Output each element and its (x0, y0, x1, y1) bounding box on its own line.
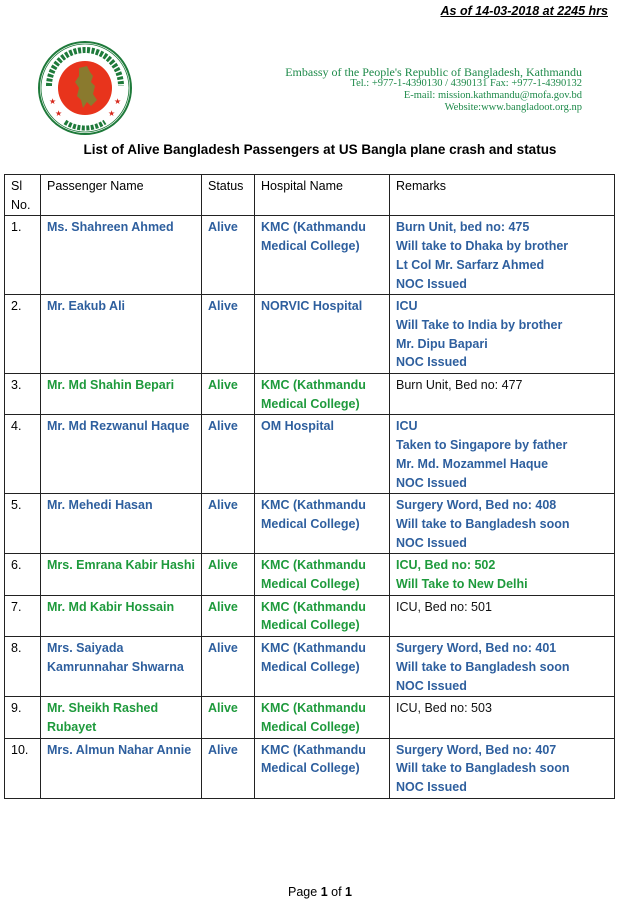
remark-line: Will take to Bangladesh soon (396, 761, 570, 776)
remark-line: Will take to Dhaka by brother (396, 239, 569, 254)
table-body (5, 216, 615, 798)
status-cell: Alive (202, 374, 255, 415)
remark-line: ICU (396, 299, 418, 314)
remark-line: Will take to Bangladesh soon (396, 516, 570, 531)
table-row (5, 554, 615, 595)
footer-total-pages: 1 (345, 885, 352, 899)
embassy-website: Website:www.bangladoot.org.np (444, 102, 582, 113)
remark-line: NOC Issued (396, 475, 467, 490)
remark-line: ICU, Bed no: 502 (396, 558, 496, 573)
passenger-name-cell: Ms. Shahreen Ahmed (41, 216, 202, 295)
hospital-cell: KMC (Kathmandu Medical College) (255, 738, 390, 798)
table-row (5, 738, 615, 798)
hospital-cell: KMC (Kathmandu Medical College) (255, 216, 390, 295)
footer-of: of (327, 885, 346, 899)
passenger-name-cell: Mr. Md Kabir Hossain (41, 595, 202, 636)
passenger-name-cell: Mr. Md Rezwanul Haque (41, 415, 202, 494)
status-cell: Alive (202, 295, 255, 374)
sl-cell: 7. (5, 595, 41, 636)
svg-text:★: ★ (55, 109, 63, 118)
header-sl-no-label: Sl No. (11, 179, 31, 212)
status-cell: Alive (202, 216, 255, 295)
passenger-name-cell: Mr. Eakub Ali (41, 295, 202, 374)
remarks-cell (390, 637, 615, 697)
passenger-name-cell: Mr. Md Shahin Bepari (41, 374, 202, 415)
table-row (5, 595, 615, 636)
svg-text:★: ★ (49, 97, 57, 106)
as-of-timestamp: As of 14-03-2018 at 2245 hrs (440, 4, 608, 18)
status-cell: Alive (202, 637, 255, 697)
header-status: Status (202, 175, 255, 216)
table-row (5, 697, 615, 738)
remark-line: ICU, Bed no: 503 (396, 701, 492, 716)
remark-line: NOC Issued (396, 780, 467, 795)
status-cell: Alive (202, 595, 255, 636)
remarks-cell (390, 554, 615, 595)
sl-cell: 2. (5, 295, 41, 374)
sl-cell: 9. (5, 697, 41, 738)
status-cell: Alive (202, 494, 255, 554)
remark-line: Surgery Word, Bed no: 407 (396, 742, 557, 757)
hospital-cell: KMC (Kathmandu Medical College) (255, 554, 390, 595)
remark-line: Will take to Bangladesh soon (396, 659, 570, 674)
status-cell: Alive (202, 415, 255, 494)
remark-line: Lt Col Mr. Sarfarz Ahmed (396, 257, 545, 272)
remark-line: Mr. Md. Mozammel Haque (396, 456, 549, 471)
remark-line: Surgery Word, Bed no: 401 (396, 641, 557, 656)
passenger-name-cell: Mrs. Almun Nahar Annie (41, 738, 202, 798)
document-title: List of Alive Bangladesh Passengers at US Bangla plane crash and status (83, 142, 557, 157)
remarks-cell (390, 415, 615, 494)
status-cell: Alive (202, 738, 255, 798)
sl-cell: 1. (5, 216, 41, 295)
table-row (5, 415, 615, 494)
passenger-name-cell: Mr. Mehedi Hasan (41, 494, 202, 554)
remark-line: Burn Unit, Bed no: 477 (396, 378, 523, 393)
sl-cell: 6. (5, 554, 41, 595)
table-row (5, 637, 615, 697)
table-row (5, 216, 615, 295)
sl-cell: 4. (5, 415, 41, 494)
sl-cell: 5. (5, 494, 41, 554)
page-footer (0, 885, 640, 899)
remarks-cell (390, 697, 615, 738)
remark-line: Surgery Word, Bed no: 408 (396, 498, 557, 513)
hospital-cell: OM Hospital (255, 415, 390, 494)
remarks-cell (390, 295, 615, 374)
status-cell: Alive (202, 554, 255, 595)
hospital-cell: NORVIC Hospital (255, 295, 390, 374)
sl-cell: 10. (5, 738, 41, 798)
remarks-cell (390, 494, 615, 554)
header-remarks: Remarks (390, 175, 615, 216)
hospital-cell: KMC (Kathmandu Medical College) (255, 697, 390, 738)
header-hospital-name: Hospital Name (255, 175, 390, 216)
remarks-cell (390, 738, 615, 798)
svg-text:★: ★ (114, 97, 122, 106)
remark-line: Will Take to New Delhi (396, 577, 528, 592)
remark-line: Will Take to India by brother (396, 317, 563, 332)
table-row (5, 374, 615, 415)
header-sl-no (5, 175, 41, 216)
passenger-name-cell: Mrs. Emrana Kabir Hashi (41, 554, 202, 595)
passenger-status-table (4, 174, 615, 799)
remarks-cell (390, 374, 615, 415)
remark-line: NOC Issued (396, 355, 467, 370)
remark-line: NOC Issued (396, 276, 467, 291)
sl-cell: 8. (5, 637, 41, 697)
passenger-name-cell: Mrs. Saiyada Kamrunnahar Shwarna (41, 637, 202, 697)
embassy-email: E-mail: mission.kathmandu@mofa.gov.bd (403, 90, 582, 101)
hospital-cell: KMC (Kathmandu Medical College) (255, 637, 390, 697)
hospital-cell: KMC (Kathmandu Medical College) (255, 494, 390, 554)
remark-line: NOC Issued (396, 535, 467, 550)
table-header-row (5, 175, 615, 216)
footer-prefix: Page (288, 885, 321, 899)
remark-line: ICU, Bed no: 501 (396, 599, 492, 614)
remarks-cell (390, 595, 615, 636)
sl-cell: 3. (5, 374, 41, 415)
government-seal-logo (35, 38, 135, 138)
footer-current-page: 1 (320, 885, 328, 899)
remarks-cell (390, 216, 615, 295)
embassy-letterhead (285, 66, 582, 114)
remark-line: Burn Unit, bed no: 475 (396, 220, 530, 235)
embassy-name: Embassy of the People's Republic of Bangladesh, Kathmandu (285, 65, 582, 79)
header-passenger-name: Passenger Name (41, 175, 202, 216)
hospital-cell: KMC (Kathmandu Medical College) (255, 374, 390, 415)
embassy-tel-fax: Tel.: +977-1-4390130 / 4390131 Fax: +977-1-4390132 (350, 78, 582, 89)
remark-line: NOC Issued (396, 678, 467, 693)
hospital-cell: KMC (Kathmandu Medical College) (255, 595, 390, 636)
table-row (5, 295, 615, 374)
remark-line: ICU (396, 419, 418, 434)
remark-line: Taken to Singapore by father (396, 438, 568, 453)
table-row (5, 494, 615, 554)
passenger-name-cell: Mr. Sheikh Rashed Rubayet (41, 697, 202, 738)
status-cell: Alive (202, 697, 255, 738)
remark-line: Mr. Dipu Bapari (396, 336, 488, 351)
svg-text:★: ★ (108, 109, 116, 118)
